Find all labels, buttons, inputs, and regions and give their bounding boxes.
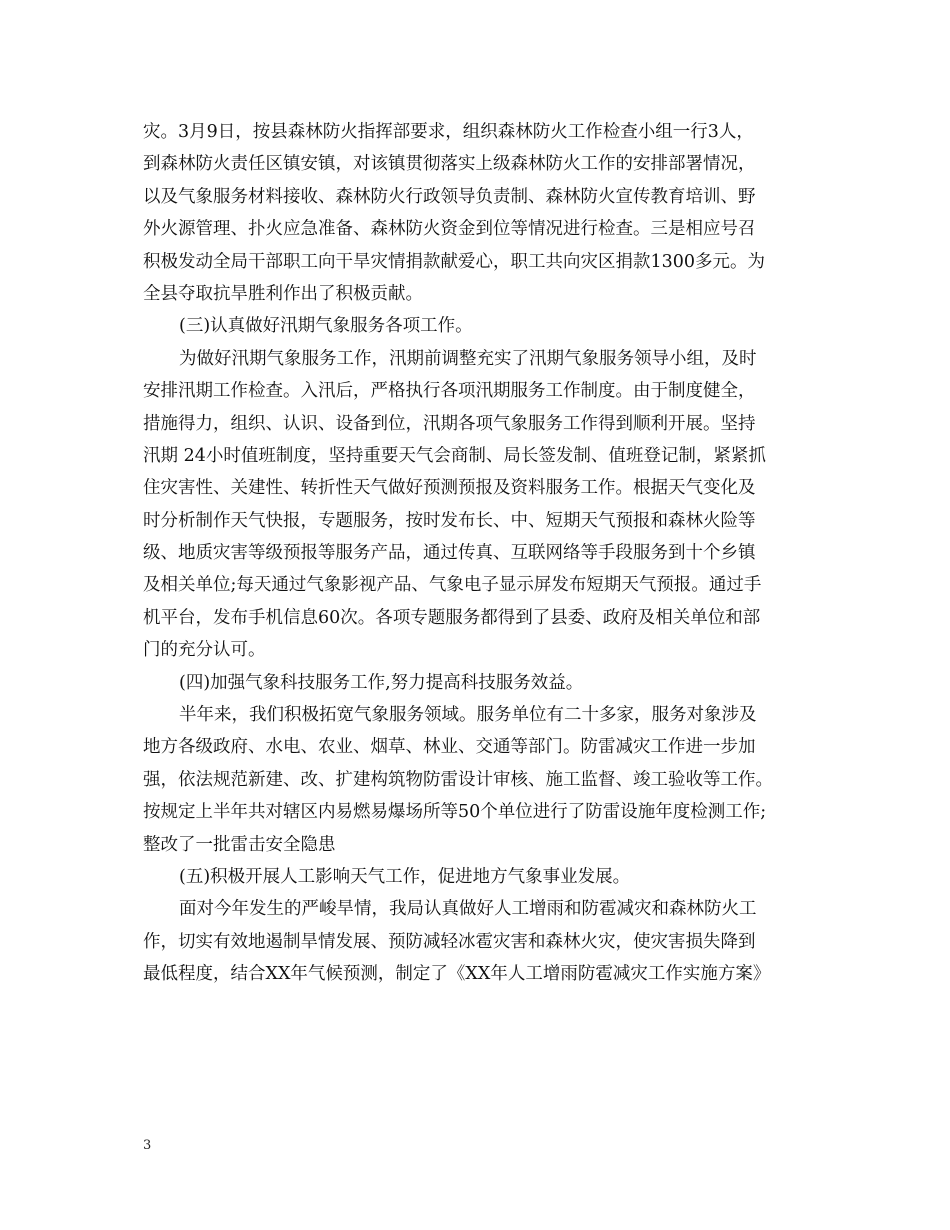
document-body: [143, 116, 815, 991]
section-heading-4: (四)加强气象科技服务工作,努力提高科技服务效益。: [179, 672, 584, 693]
body-line: 整改了一批雷击安全隐患: [143, 834, 336, 855]
section-heading-5: (五)积极开展人工影响天气工作，促进地方气象事业发展。: [179, 866, 631, 887]
body-line: 及相关单位;每天通过气象影视产品、气象电子显示屏发布短期天气预报。通过手: [143, 575, 762, 596]
body-line: 门的充分认可。: [143, 640, 266, 661]
body-line: 作，切实有效地遏制旱情发展、预防减轻冰雹灾害和森林火灾，使灾害损失降到: [143, 931, 756, 952]
body-line: 住灾害性、关建性、转折性天气做好预测预报及资料服务工作。根据天气变化及: [143, 478, 756, 499]
body-line: 强，依法规范新建、改、扩建构筑物防雷设计审核、施工监督、竣工验收等工作。: [143, 769, 773, 790]
body-line: 积极发动全局干部职工向干旱灾情捐款献爱心，职工共向灾区捐款1300多元。为: [143, 251, 766, 272]
page-number: 3: [143, 1138, 152, 1153]
body-line: 汛期 24小时值班制度，坚持重要天气会商制、局长签发制、值班登记制，紧紧抓: [143, 445, 766, 466]
body-line: 面对今年发生的严峻旱情，我局认真做好人工增雨和防雹减灾和森林防火工: [179, 899, 757, 920]
body-line: 半年来，我们积极拓宽气象服务领域。服务单位有二十多家，服务对象涉及: [179, 705, 757, 726]
body-line: 时分析制作天气快报，专题服务，按时发布长、中、短期天气预报和森林火险等: [143, 510, 756, 531]
body-line: 级、地质灾害等级预报等服务产品，通过传真、互联网络等手段服务到十个乡镇: [143, 543, 756, 564]
body-line: 全县夺取抗旱胜利作出了积极贡献。: [143, 283, 423, 304]
body-line: 按规定上半年共对辖区内易燃易爆场所等50个单位进行了防雷设施年度检测工作;: [143, 802, 767, 823]
body-line: 灾。3月9日，按县森林防火指挥部要求，组织森林防火工作检查小组一行3人，: [143, 122, 754, 142]
body-line: 为做好汛期气象服务工作，汛期前调整充实了汛期气象服务领导小组，及时: [179, 348, 757, 369]
body-line: 最低程度，结合XX年气候预测，制定了《XX年人工增雨防雹减灾工作实施方案》: [143, 964, 771, 985]
body-line: 安排汛期工作检查。入汛后，严格执行各项汛期服务工作制度。由于制度健全，: [143, 381, 756, 402]
body-line: 以及气象服务材料接收、森林防火行政领导负责制、森林防火宣传教育培训、野: [143, 186, 756, 207]
body-line: 地方各级政府、水电、农业、烟草、林业、交通等部门。防雷减灾工作进一步加: [143, 737, 756, 758]
body-line: 措施得力，组织、认识、设备到位，汛期各项气象服务工作得到顺利开展。坚持: [143, 413, 756, 434]
body-line: 外火源管理、扑火应急准备、森林防火资金到位等情况进行检查。三是相应号召: [143, 219, 756, 240]
section-heading-3: (三)认真做好汛期气象服务各项工作。: [179, 316, 473, 337]
body-line: 到森林防火责任区镇安镇，对该镇贯彻落实上级森林防火工作的安排部署情况，: [143, 154, 756, 175]
body-line: 机平台，发布手机信息60次。各项专题服务都得到了县委、政府及相关单位和部: [143, 607, 761, 628]
